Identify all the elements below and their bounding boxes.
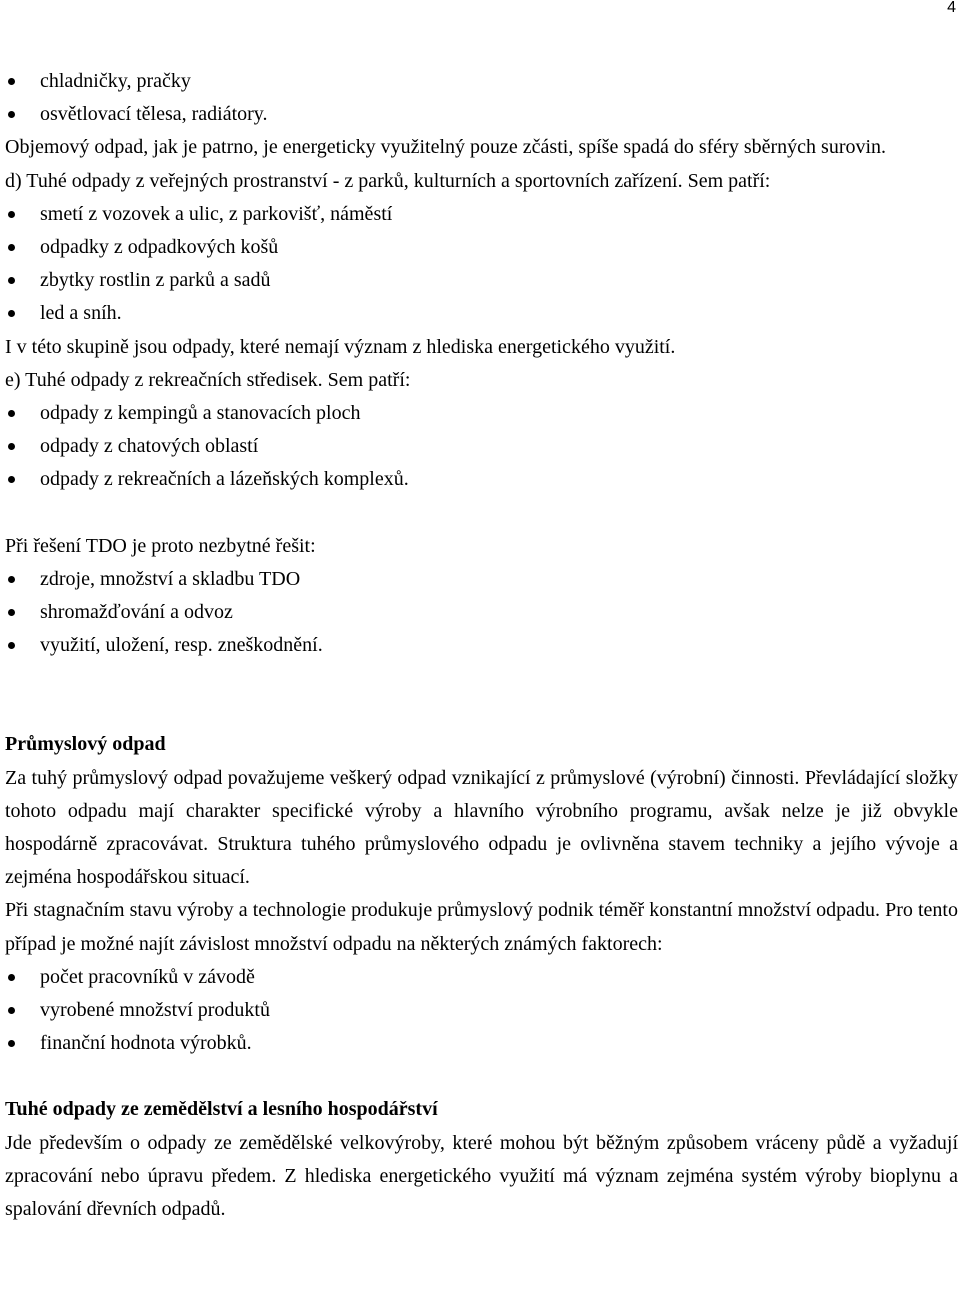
list-item [5, 994, 958, 1027]
agriculture-waste-heading: Tuhé odpady ze zemědělství a lesního hospodářství [5, 1098, 438, 1121]
recreation-line: e) Tuhé odpady z rekreačních středisek. Sem patří: [5, 368, 411, 391]
list-item [5, 463, 958, 496]
list-item [5, 397, 958, 430]
page-number: 4 [947, 0, 956, 16]
bullet-icon [8, 642, 15, 649]
list-item [5, 596, 958, 629]
list-item-text: led a sníh. [40, 302, 122, 325]
spacer [5, 497, 958, 530]
list-item-text: využití, uložení, resp. zneškodnění. [40, 634, 323, 657]
list-item-text: zdroje, množství a skladbu TDO [40, 567, 301, 590]
document-body [5, 65, 958, 1226]
list-item [5, 231, 958, 264]
list-item [5, 98, 958, 131]
public-spaces-list [5, 198, 958, 331]
recreation-list [5, 397, 958, 497]
list-item-text: osvětlovací tělesa, radiátory. [40, 103, 268, 126]
bullet-icon [8, 277, 15, 284]
bullet-icon [8, 476, 15, 483]
bulky-waste-paragraph: Objemový odpad, jak je patrno, je energeticky využitelný pouze zčásti, spíše spadá do sféry sběrných surovin. [5, 136, 887, 159]
bullet-icon [8, 111, 15, 118]
bullet-icon [8, 78, 15, 85]
bullet-icon [8, 211, 15, 218]
industrial-waste-paragraph: Za tuhý průmyslový odpad považujeme veškerý odpad vznikající z průmyslové (výrobní) činnosti. Převládající složky tohoto odpadu mají charakter specifické výroby a hlavního výrobního programu, avšak nelze je již obvykle hospodárně zpracovávat. Struktura tuhého průmyslového odpadu je ovlivněna stavem techniky a jejího vývoje a zejména hospodářskou situací. [5, 766, 958, 889]
list-item-text: odpadky z odpadkových košů [40, 236, 279, 259]
list-item [5, 563, 958, 596]
list-item [5, 961, 958, 994]
list-item-text: smetí z vozovek a ulic, z parkovišť, náměstí [40, 202, 393, 225]
stagnation-paragraph: Při stagnačním stavu výroby a technologie produkuje průmyslový podnik téměř konstantní množství odpadu. Pro tento případ je možné najít závislost množství odpadu na některých známých faktorech: [5, 899, 958, 955]
agriculture-waste-paragraph: Jde především o odpady ze zemědělské velkovýroby, které mohou být běžným způsobem vráceny půdě a vyžadují zpracování nebo úpravu předem. Z hlediska energetického využití má význam zejména systém výroby bioplynu a spalování dřevních odpadů. [5, 1131, 958, 1221]
list-item-text: odpady z kempingů a stanovacích ploch [40, 402, 361, 425]
public-spaces-line: d) Tuhé odpady z veřejných prostranství - z parků, kulturních a sportovních zařízení. Sem patří: [5, 169, 771, 192]
industrial-waste-heading: Průmyslový odpad [5, 733, 166, 756]
list-item [5, 1027, 958, 1060]
list-item [5, 198, 958, 231]
list-item [5, 297, 958, 330]
list-item [5, 430, 958, 463]
bullet-icon [8, 410, 15, 417]
spacer [5, 1060, 958, 1093]
spacer [5, 662, 958, 728]
bullet-icon [8, 576, 15, 583]
bullet-icon [8, 609, 15, 616]
list-item-text: vyrobené množství produktů [40, 999, 270, 1022]
list-item-text: zbytky rostlin z parků a sadů [40, 269, 271, 292]
group-note-line: I v této skupině jsou odpady, které nemají význam z hlediska energetického využití. [5, 335, 676, 358]
bullet-icon [8, 244, 15, 251]
bullet-icon [8, 443, 15, 450]
list-item-text: odpady z rekreačních a lázeňských komplexů. [40, 468, 409, 491]
appliance-list [5, 65, 958, 131]
list-item [5, 264, 958, 297]
bullet-icon [8, 974, 15, 981]
bullet-icon [8, 1007, 15, 1014]
list-item [5, 629, 958, 662]
list-item-text: shromažďování a odvoz [40, 601, 233, 624]
bullet-icon [8, 310, 15, 317]
tdo-line: Při řešení TDO je proto nezbytné řešit: [5, 534, 316, 557]
bullet-icon [8, 1040, 15, 1047]
list-item-text: odpady z chatových oblastí [40, 435, 259, 458]
list-item [5, 65, 958, 98]
list-item-text: chladničky, pračky [40, 70, 191, 92]
list-item-text: finanční hodnota výrobků. [40, 1032, 252, 1055]
tdo-list [5, 563, 958, 663]
list-item-text: počet pracovníků v závodě [40, 965, 255, 988]
factors-list [5, 961, 958, 1061]
